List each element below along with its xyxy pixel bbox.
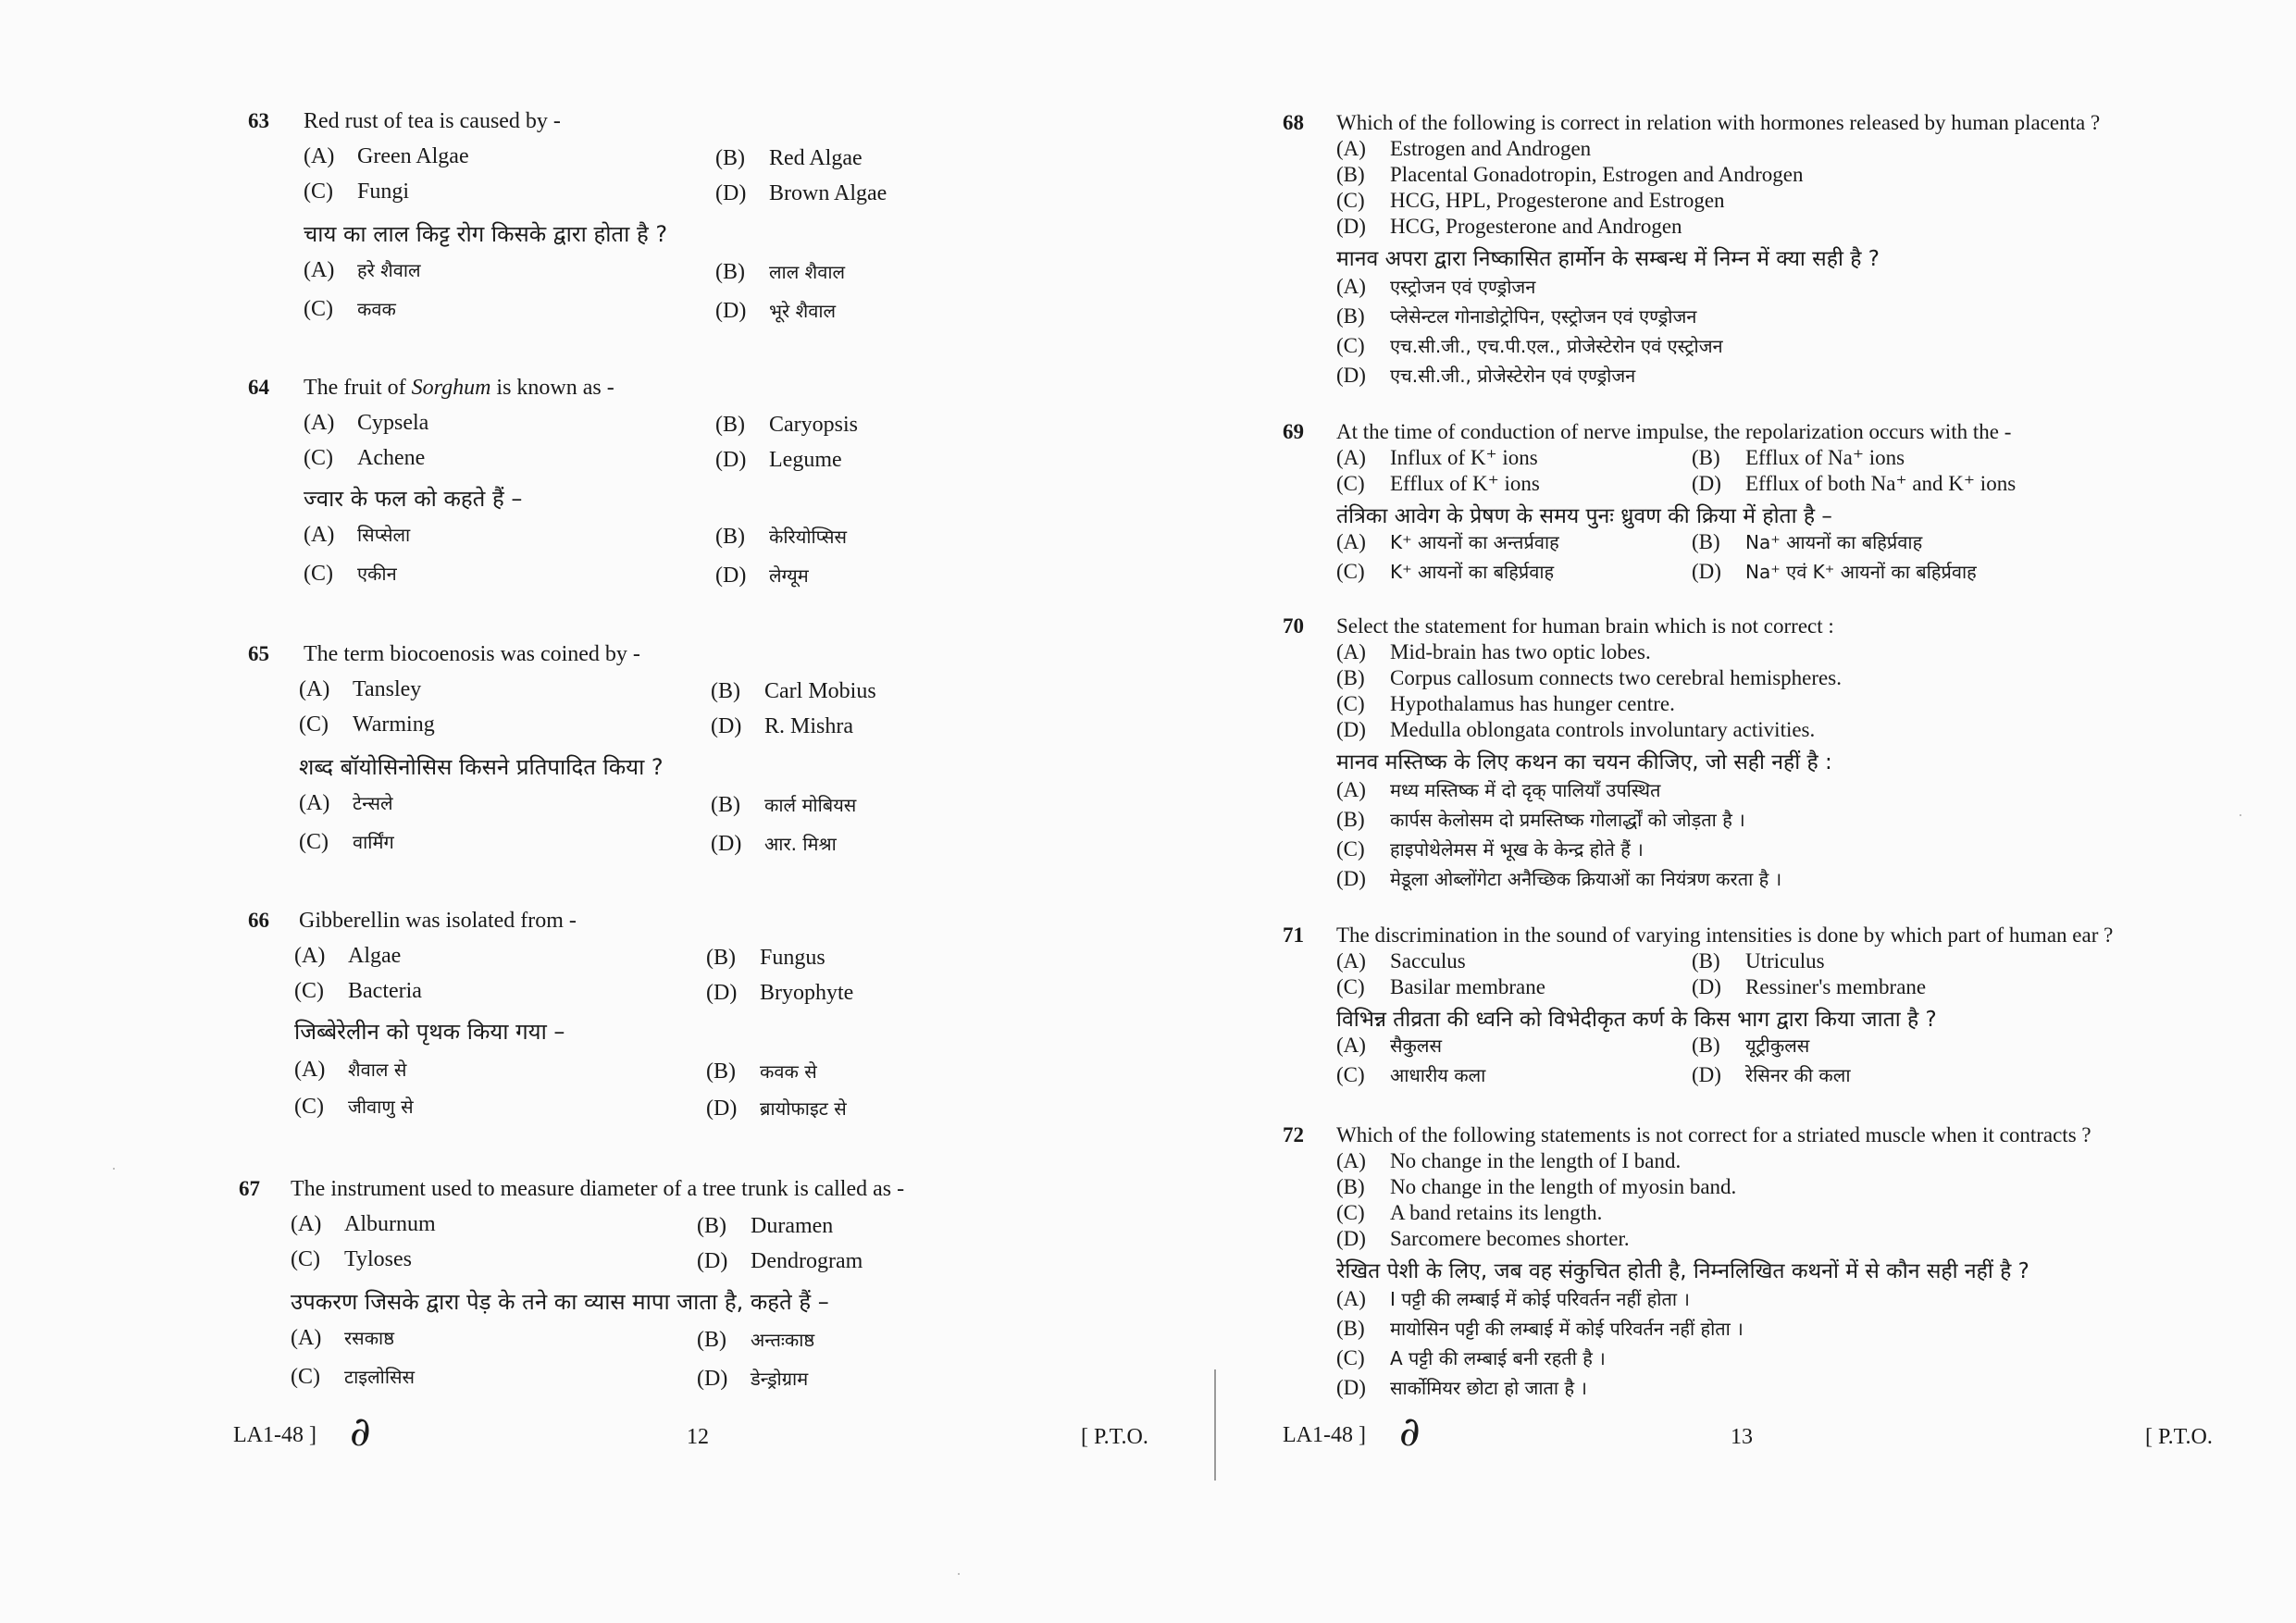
option-d-en: (D) Brown Algae [715, 181, 887, 205]
paper-code: LA1-48 ] [233, 1423, 316, 1447]
option-a-hi: (A) सिप्सेला [304, 523, 411, 547]
option-b-en: (B) Efflux of Na⁺ ions [1692, 446, 1905, 469]
option-c-hi: (C) एच.सी.जी., एच.पी.एल., प्रोजेस्टेरोन एवं एस्ट्रोजन [1336, 334, 1723, 357]
option-d-en: (D) Sarcomere becomes shorter. [1336, 1227, 1630, 1250]
paper-code: LA1-48 ] [1283, 1423, 1366, 1447]
option-a-hi: (A) टेन्सले [299, 791, 393, 815]
question-text-en: Which of the following statements is not correct for a striated muscle when it contracts ? [1336, 1123, 2091, 1146]
option-c-hi: (C) जीवाणु से [294, 1095, 414, 1119]
option-c-hi: (C) हाइपोथेलेमस में भूख के केन्द्र होते हैं । [1336, 837, 1644, 861]
option-c-hi: (C) टाइलोसिस [291, 1365, 416, 1389]
option-c-en: (C) Fungi [304, 180, 410, 204]
question-number: 71 [1283, 923, 1304, 947]
option-d-hi: (D) Na⁺ एवं K⁺ आयनों का बहिर्प्रवाह [1692, 560, 1977, 583]
question-number: 69 [1283, 420, 1304, 443]
question-text-en: Which of the following is correct in relation with hormones released by human placenta ? [1336, 111, 2101, 134]
option-b-en: (B) Caryopsis [715, 413, 858, 437]
pto-label: [ P.T.O. [1081, 1425, 1148, 1449]
scan-speck [2240, 814, 2241, 816]
option-b-hi: (B) कार्ल मोबियस [711, 793, 857, 817]
option-c-hi: (C) K⁺ आयनों का बहिर्प्रवाह [1336, 560, 1555, 583]
question-text-hi: जिब्बेरेलीन को पृथक किया गया – [294, 1019, 565, 1045]
option-b-en: (B) Fungus [706, 946, 825, 970]
option-b-en: (B) Corpus callosum connects two cerebral hemispheres. [1336, 666, 1842, 689]
option-c-en: (C) Bacteria [294, 979, 422, 1003]
option-c-hi: (C) एकीन [304, 562, 397, 586]
option-d-en: (D) Bryophyte [706, 981, 854, 1005]
option-c-en: (C) Efflux of K⁺ ions [1336, 472, 1540, 495]
question-text-en: The fruit of Sorghum is known as - [304, 376, 614, 400]
page-number: 12 [687, 1425, 709, 1449]
option-a-hi: (A) हरे शैवाल [304, 258, 421, 282]
page-number: 13 [1731, 1425, 1753, 1449]
option-b-hi: (B) प्लेसेन्टल गोनाडोट्रोपिन, एस्ट्रोजन एवं एण्ड्रोजन [1336, 304, 1697, 328]
page-13 [1220, 0, 2296, 1623]
option-a-en: (A) Alburnum [291, 1212, 436, 1236]
option-a-en: (A) Mid-brain has two optic lobes. [1336, 640, 1651, 663]
option-d-hi: (D) डेन्ड्रोग्राम [697, 1367, 809, 1391]
option-d-en: (D) Ressiner's membrane [1692, 975, 1927, 998]
option-d-hi: (D) रेसिनर की कला [1692, 1063, 1851, 1086]
pto-label: [ P.T.O. [2145, 1425, 2213, 1449]
option-d-hi: (D) मेडूला ओब्लोंगेटा अनैच्छिक क्रियाओं का नियंत्रण करता है । [1336, 867, 1782, 890]
option-a-hi: (A) शैवाल से [294, 1058, 407, 1082]
question-text-hi: मानव अपरा द्वारा निष्कासित हार्मोन के सम्बन्ध में निम्न में क्या सही है ? [1336, 247, 1880, 271]
option-b-en: (B) Duramen [697, 1214, 834, 1238]
option-b-hi: (B) मायोसिन पट्टी की लम्बाई में कोई परिवर्तन नहीं होता । [1336, 1317, 1744, 1340]
question-text-en: Red rust of tea is caused by - [304, 109, 561, 133]
option-a-en: (A) Green Algae [304, 144, 469, 168]
question-number: 68 [1283, 111, 1304, 134]
option-a-en: (A) No change in the length of I band. [1336, 1149, 1682, 1172]
question-number: 65 [248, 642, 269, 665]
question-text-hi: विभिन्न तीव्रता की ध्वनि को विभेदीकृत कर्ण के किस भाग द्वारा किया जाता है ? [1336, 1008, 1937, 1032]
option-a-en: (A) Algae [294, 944, 402, 968]
option-a-en: (A) Estrogen and Androgen [1336, 137, 1592, 160]
option-c-en: (C) Warming [299, 712, 435, 737]
question-text-hi: शब्द बॉयोसिनोसिस किसने प्रतिपादित किया ? [299, 754, 664, 780]
question-text-hi: उपकरण जिसके द्वारा पेड़ के तने का व्यास मापा जाता है, कहते हैं – [291, 1289, 829, 1315]
option-c-en: (C) A band retains its length. [1336, 1201, 1603, 1224]
option-c-en: (C) Basilar membrane [1336, 975, 1545, 998]
option-b-hi: (B) यूट्रीकुलस [1692, 1034, 1810, 1057]
option-b-hi: (B) Na⁺ आयनों का बहिर्प्रवाह [1692, 530, 1923, 553]
scan-speck [113, 1168, 115, 1170]
option-b-en: (B) No change in the length of myosin band. [1336, 1175, 1737, 1198]
option-d-hi: (D) सार्कोमियर छोटा हो जाता है । [1336, 1376, 1588, 1399]
option-d-en: (D) Legume [715, 448, 842, 472]
option-c-en: (C) Achene [304, 446, 426, 470]
option-d-en: (D) Dendrogram [697, 1249, 863, 1273]
question-text-hi: ज्वार के फल को कहते हैं – [304, 486, 523, 512]
question-number: 67 [239, 1177, 260, 1200]
page-divider [1214, 1369, 1216, 1481]
option-b-en: (B) Carl Mobius [711, 679, 876, 703]
option-d-hi: (D) एच.सी.जी., प्रोजेस्टेरोन एवं एण्ड्रोजन [1336, 364, 1636, 387]
option-d-hi: (D) भूरे शैवाल [715, 299, 837, 323]
question-number: 63 [248, 109, 269, 132]
question-text-en: Select the statement for human brain which is not correct : [1336, 614, 1834, 638]
option-d-hi: (D) आर. मिश्रा [711, 832, 837, 856]
option-a-hi: (A) सैकुलस [1336, 1034, 1442, 1057]
question-text-hi: रेखित पेशी के लिए, जब वह संकुचित होती है, निम्नलिखित कथनों में से कौन सही नहीं है ? [1336, 1259, 2029, 1283]
option-d-en: (D) R. Mishra [711, 714, 853, 738]
option-c-hi: (C) आधारीय कला [1336, 1063, 1486, 1086]
option-c-en: (C) HCG, HPL, Progesterone and Estrogen [1336, 189, 1725, 212]
option-d-en: (D) Efflux of both Na⁺ and K⁺ ions [1692, 472, 2017, 495]
option-c-hi: (C) वार्मिंग [299, 830, 394, 854]
question-number: 70 [1283, 614, 1304, 638]
option-a-en: (A) Influx of K⁺ ions [1336, 446, 1538, 469]
option-a-hi: (A) I पट्टी की लम्बाई में कोई परिवर्तन नहीं होता । [1336, 1287, 1690, 1310]
option-b-en: (B) Utriculus [1692, 949, 1825, 973]
question-text-en: The term biocoenosis was coined by - [304, 642, 640, 666]
question-number: 64 [248, 376, 269, 399]
option-a-hi: (A) K⁺ आयनों का अन्तर्प्रवाह [1336, 530, 1559, 553]
option-b-en: (B) Red Algae [715, 146, 863, 170]
option-a-en: (A) Tansley [299, 677, 422, 701]
option-d-hi: (D) लेग्यूम [715, 564, 809, 588]
question-number: 72 [1283, 1123, 1304, 1146]
option-b-en: (B) Placental Gonadotropin, Estrogen and Androgen [1336, 163, 1804, 186]
option-a-en: (A) Cypsela [304, 411, 429, 435]
option-a-en: (A) Sacculus [1336, 949, 1466, 973]
scribble-mark: ∂ [1399, 1408, 1421, 1456]
scan-speck [958, 1573, 960, 1575]
question-text-hi: तंत्रिका आवेग के प्रेषण के समय पुनः ध्रुवण की क्रिया में होता है – [1336, 504, 1832, 528]
option-d-hi: (D) ब्रायोफाइट से [706, 1096, 847, 1121]
option-c-hi: (C) कवक [304, 297, 396, 321]
option-d-en: (D) Medulla oblongata controls involuntary activities. [1336, 718, 1816, 741]
option-a-hi: (A) एस्ट्रोजन एवं एण्ड्रोजन [1336, 275, 1536, 298]
option-b-hi: (B) लाल शैवाल [715, 260, 846, 284]
option-a-hi: (A) मध्य मस्तिष्क में दो दृक् पालियाँ उपस्थित [1336, 778, 1661, 801]
option-b-hi: (B) कार्पस केलोसम दो प्रमस्तिष्क गोलार्द्धों को जोड़ता है । [1336, 808, 1745, 831]
option-d-en: (D) HCG, Progesterone and Androgen [1336, 215, 1682, 238]
option-b-hi: (B) अन्तःकाष्ठ [697, 1328, 815, 1352]
option-c-en: (C) Tyloses [291, 1247, 412, 1271]
question-text-en: The discrimination in the sound of varying intensities is done by which part of human ear ? [1336, 923, 2114, 947]
question-text-en: Gibberellin was isolated from - [299, 909, 577, 933]
option-b-hi: (B) केरियोप्सिस [715, 525, 847, 549]
option-a-hi: (A) रसकाष्ठ [291, 1326, 395, 1350]
question-text-en: At the time of conduction of nerve impulse, the repolarization occurs with the - [1336, 420, 2012, 443]
option-c-hi: (C) A पट्टी की लम्बाई बनी रहती है । [1336, 1346, 1606, 1369]
scribble-mark: ∂ [350, 1408, 371, 1456]
question-text-hi: चाय का लाल किट्ट रोग किसके द्वारा होता है ? [304, 221, 668, 247]
option-b-hi: (B) कवक से [706, 1059, 817, 1084]
question-text-en: The instrument used to measure diameter of a tree trunk is called as - [291, 1177, 905, 1201]
question-text-hi: मानव मस्तिष्क के लिए कथन का चयन कीजिए, जो सही नहीं है : [1336, 750, 1832, 774]
question-number: 66 [248, 909, 269, 932]
option-c-en: (C) Hypothalamus has hunger centre. [1336, 692, 1675, 715]
